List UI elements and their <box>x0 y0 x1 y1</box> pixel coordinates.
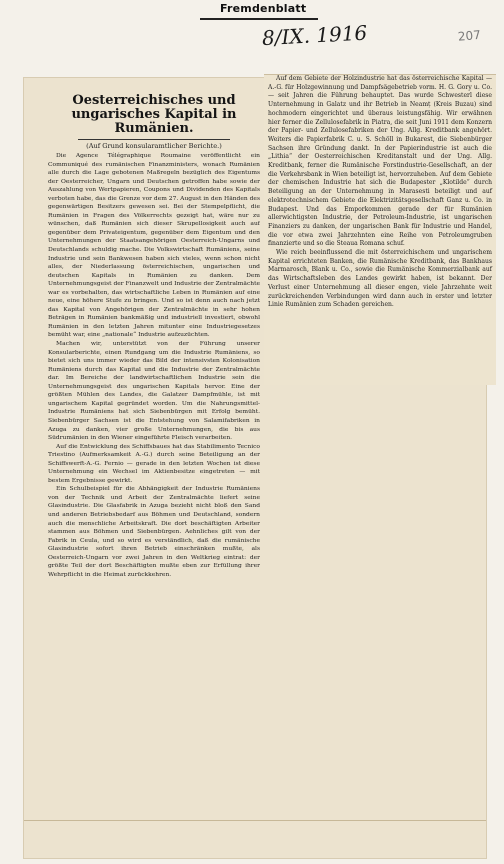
paragraph: Die Agence Télégraphique Roumaine veröffentlicht ein Communiqué des rumänischen Finanzministers, wonach Rumänien alle durch die Lage gebotenen Maßregeln bezüglich des Eigentums der Oesterreicher, Ungarn und Deutschen getroffen habe sowie der Auszahlung von Wertpapieren, Coupons und Dividenden des Kapitals verboten habe, das die Grenze vor dem 27. August in den Händen des gegenwärtigen Besitzers gewesen sei. Bei der Stempelpflicht, die Rumänien in Fragen des Völkerrechts gezeigt hat, wäre nur zu wünschen, daß Rumänien sich dieser Skrupellosigkeit auch auf gegenüber dem Privateigentum, gegenüber dem Eigentum und den Unternehmungen der Staatsangehörigen Oesterreich-Ungarns und Deutschlands schuldig mache. Die Volkswirtschaft Rumäniens, seine Industrie und sein Bankwesen haben sich vieles, wenn schon nicht alles, der Niederlassung österreichischen, ungarischen und deutschen Kapitals in Rumänien zu danken. Dem Unternehmungsgeist der Finanzwelt und Industrie der Zentralmächte war es vorbehalten, das wirtschaftliche Leben in Rumänien auf eine neue, eine höhere Stufe zu bringen. Und so ist denn auch nach jetzt das Kapital von Angehörigen der Zentralmächte in sehr hohen Beträgen in Rumänien bankmäßig und industriell investiert, obwohl Rumänien in den letzten Jahren mitunter eine Industriegesetzes bemüht war, eine „nationale“ Industrie aufzuzüchten. <box>48 152 260 339</box>
paragraph: Wie reich beeinflussend die mit österreichischem und ungarischem Kapital errichteten Banken, die Rumänische Kreditbank, das Bankhaus Marmarosch, Blank u. Co., sowie die Rumänische Kommerzialbank auf das Wirtschaftsleben des Landes gewirkt haben, ist bekannt. Der Verlust einer Unternehmung all dieser engen, viele Jahrzehnte weit zurückreichenden Verbindungen wird dann auch in erster und letzter Linie Rumänien zum Schaden gereichen. <box>268 249 492 309</box>
handwritten-date: 8/IX. 1916 <box>261 20 368 51</box>
archive-number: 207 <box>457 27 482 44</box>
paragraph: Ein Schulbeispiel für die Abhängigkeit der Industrie Rumäniens von der Technik und Arbeit der Zentralmächte liefert seine Glasindustrie. Die Glasfabrik in Azuga bezieht nicht bloß den Sand und anderen Betriebsbedarf aus Böhmen und Deutschland, sondern auch die menschliche Arbeitskraft. Die dort beschäftigten Arbeiter stammen aus Böhmen und Siebenbürgen. Aehnliches gilt von der Fabrik in Ceula, und so wird es verständlich, daß die rumänische Glasindustrie sofort ihren Betrieb einschränken mußte, als Oesterreich-Ungarn vor zwei Jahren in den Weltkrieg eintrat: der größte Teil der dort Beschäftigten mußte eben zur Erfüllung ihrer Wehrpflicht in die Heimat zurückkehren. <box>48 485 260 578</box>
paragraph: Auf die Entwicklung des Schiffsbaues hat das Stabilimento Tecnico Triestino (Aufmerksamkeit A.-G.) durch seine Beteiligung an der Schiffswerft-A.-G. Fernio — gerade in den letzten Wochen ist diese Unternehmung ein Wechsel im Aktienbesitze eingetreten — mit bestem Ergebnisse gewirkt. <box>48 442 260 484</box>
article-headline: Oesterreichisches und ungarisches Kapital in Rumänien. <box>71 93 237 136</box>
publication-stamp: Fremdenblatt <box>220 2 307 15</box>
right-column <box>264 74 496 385</box>
left-column <box>48 92 260 837</box>
paragraph: Machen wir, unterstützt von der Führung unserer Konsularberichte, einen Rundgang um die Industrie Rumäniens, so bietet sich uns immer wieder das Bild der intensivsten Kolonisation Rumäniens durch das Kapital und die Industrie der Zentralmächte dar. Im Bereiche der landwirtschaftlichen Industrie sein die Unternehmungsgeist des ungarischen Kapitals hervor. Eine der größten Mühlen des Landes, die Galatzer Dampfmühle, ist mit ungarischem Kapital gegründet worden. Um die Nahrungsmittel-Industrie Rumäniens hat sich Siebenbürgen mit Erfolg bemüht. Siebenbürger Sachsen ist die Entstehung von Salamifabriken in Azuga zu danken, vier große Unternehmungen, die bis aus Südrumänien in den Wiener eingeführte Fleisch verarbeiten. <box>48 340 260 442</box>
paragraph: Auf dem Gebiete der Holzindustrie hat das österreichische Kapital — A.-G. für Holzgewinnung und Dampfsägebetrieb vorm. H. G. Gory u. Co. — seit Jahren die Führung behauptet. Das wurde Schwesterl diese Unternehmung in Galatz und ihr Betrieb in Neamț (Kreis Buzau) sind hochmodern eingerichtet und überaus leistungsfähig. Wir erwähnen hier ferner die Zellulosefabrik in Piatra, die seit Juni 1911 dem Konzern der Papier- und Zellulosefabriken der Ung. Allg. Kreditbank angehört. Weiters die Papierfabrik C. u. S. Schöll in Bukarest, die Siebenbürger Sachsen ihre Gründung dankt. In der Papierindustrie ist auch die „Lithia“ der Oesterreichischen Kreditanstalt und der Ung. Allg. Kreditbank, ferner die Rumänische Forstindustrie-Gesellschaft, an der die Verkehrsbank in Wien beteiligt ist, hervorzuheben. Auf dem Gebiete der chemischen Industrie hat sich die Budapester „Klotilde“ durch Beteiligung an der Unternehmung in Marasesti beteiligt und auf elektrotechnischem Gebiete die Elektrizitätsgesellschaft Ganz u. Co. in Budapest. Und das Emporkommen gerade der für Rumänien allerwichtigsten Industrie, der Petroleum-Industrie, ist ungarischen Finanziers zu danken, der ungarischen Bank für Industrie und Handel, die vor etwa zwei Jahrzehnten eine Reihe von Petroleumgruben finanzierte und so die Steaua Romana schuf. <box>268 75 492 248</box>
headline-rule <box>78 139 230 140</box>
stamp-underline <box>200 18 318 20</box>
article-byline: (Auf Grund konsularamtlicher Berichte.) <box>86 142 222 150</box>
